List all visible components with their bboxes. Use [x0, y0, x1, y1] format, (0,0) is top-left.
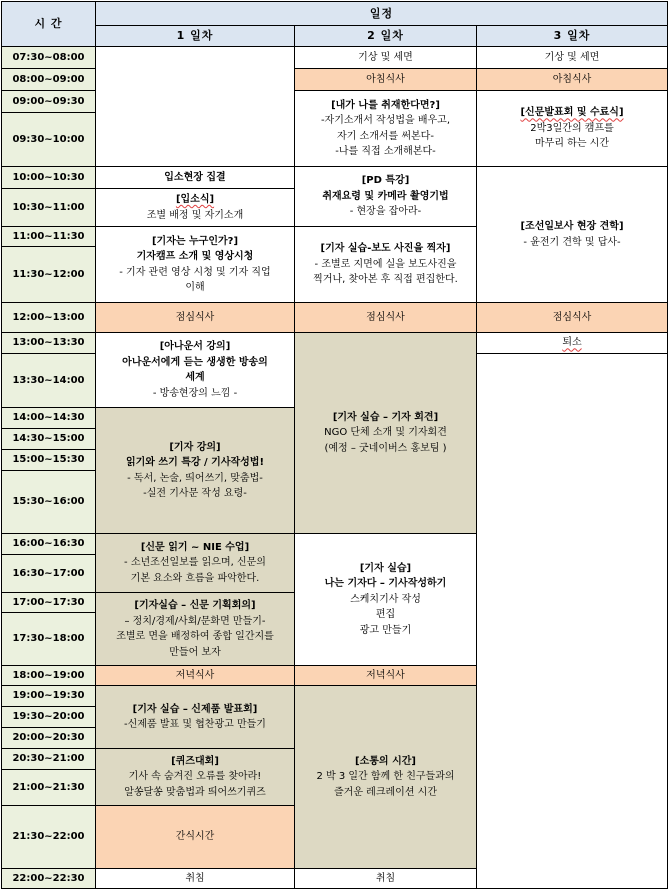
- day3-wake: 기상 및 세면: [477, 47, 668, 69]
- session-title: [조선일보사 현장 견학]: [520, 221, 624, 232]
- day3-leave: [477, 333, 668, 354]
- schedule-header: 일정: [96, 2, 668, 26]
- day2-header: 2 일차: [295, 26, 477, 47]
- time-cell: 13:30~14:00: [2, 354, 96, 408]
- day2-press-conference: [295, 333, 477, 534]
- time-cell: 18:00~19:00: [2, 666, 96, 686]
- time-cell: 08:00~09:00: [2, 69, 96, 91]
- day-header-row: [2, 26, 668, 47]
- day2-self-interview: [295, 91, 477, 167]
- session-title: 입소현장 집결: [164, 171, 226, 183]
- session-line: 아나운서에게 듣는 생생한 방송의: [122, 356, 268, 368]
- time-cell: 09:00~09:30: [2, 91, 96, 113]
- day1-sleep: 취침: [96, 869, 295, 889]
- session-title: [퀴즈대회]: [171, 755, 219, 767]
- header-row: [2, 2, 668, 26]
- day1-reporter-lecture: [96, 408, 295, 534]
- time-cell: 16:00~16:30: [2, 534, 96, 555]
- day2-breakfast: 아침식사: [295, 69, 477, 91]
- session-line: 조별 배정 및 자기소개: [146, 209, 244, 221]
- time-cell: 13:00~13:30: [2, 333, 96, 354]
- session-line: - 방송현장의 느낌 -: [152, 387, 238, 399]
- day3-visit: [477, 167, 668, 303]
- session-title: [기자 강의]: [169, 441, 221, 453]
- session-title: [아나운서 강의]: [159, 341, 231, 352]
- day2-communication: [295, 686, 477, 869]
- day1-new-product: [96, 686, 295, 749]
- day1-reporter-who: [96, 227, 295, 303]
- time-cell: 17:30~18:00: [2, 613, 96, 666]
- time-col-header: 시 간: [2, 2, 96, 47]
- time-cell: 20:00~20:30: [2, 728, 96, 749]
- session-line: - 윤전기 견학 및 답사-: [523, 236, 621, 248]
- time-cell: 11:00~11:30: [2, 227, 96, 247]
- session-line: 만들어 보자: [169, 646, 221, 658]
- day1-dinner: 저녁식사: [96, 666, 295, 686]
- day2-dinner: 저녁식사: [295, 666, 477, 686]
- day1-quiz: [96, 749, 295, 806]
- time-cell: 10:30~11:00: [2, 189, 96, 227]
- time-cell: 11:30~12:00: [2, 247, 96, 303]
- time-cell: 19:00~19:30: [2, 686, 96, 707]
- day3-breakfast: 아침식사: [477, 69, 668, 91]
- day2-photo: [295, 227, 477, 303]
- session-line: 2박3일간의 캠프를: [530, 122, 614, 134]
- time-cell: 21:00~21:30: [2, 770, 96, 806]
- session-line: 즐거운 레크레이션 시간: [334, 786, 437, 798]
- day1-header: 1 일차: [96, 26, 295, 47]
- day3-header: 3 일차: [477, 26, 668, 47]
- time-cell: 14:30~15:00: [2, 429, 96, 450]
- day1-nie: [96, 534, 295, 593]
- day1-announcer: [96, 333, 295, 408]
- session-line: - 소년조선일보를 읽으며, 신문의: [124, 557, 266, 569]
- time-cell: 22:00~22:30: [2, 869, 96, 889]
- session-line: 광고 만들기: [359, 624, 412, 636]
- table-row: [2, 333, 668, 354]
- session-line: NGO 단체 소개 및 기자회견: [324, 427, 447, 439]
- time-cell: 15:30~16:00: [2, 471, 96, 534]
- time-cell: 09:30~10:00: [2, 113, 96, 167]
- time-cell: 15:00~15:30: [2, 450, 96, 471]
- session-line: 조별로 면을 배정하여 종합 일간지를: [116, 631, 274, 642]
- table-row: [2, 303, 668, 333]
- time-cell: 21:30~22:00: [2, 806, 96, 869]
- session-title: 퇴소: [562, 337, 582, 349]
- session-title: [내가 나를 취재한다면?]: [331, 99, 440, 111]
- table-row: [2, 167, 668, 189]
- session-line: – 정치/경제/사회/문화면 만들기-: [124, 615, 266, 627]
- session-line: 2 박 3 일간 함께 한 친구들과의: [316, 771, 455, 783]
- session-line: 취재요령 및 카메라 촬영기법: [322, 190, 449, 202]
- session-line: -나를 직접 소개해본다-: [335, 146, 436, 157]
- time-cell: 10:00~10:30: [2, 167, 96, 189]
- session-title: [기자는 누구인가?]: [151, 235, 239, 247]
- day3-lunch: 점심식사: [477, 303, 668, 333]
- session-line: - 현장을 잡아라-: [349, 206, 422, 218]
- table-row: [2, 47, 668, 69]
- day3-closing: [477, 91, 668, 167]
- day2-wake: 기상 및 세면: [295, 47, 477, 69]
- day1-gathering: [96, 167, 295, 189]
- session-title: [기자 실습 – 신제품 발표회]: [132, 703, 258, 715]
- session-line: (예정 – 굿네이버스 홍보팀 ): [324, 442, 447, 454]
- session-line: -실전 기사문 작성 요령-: [143, 488, 247, 499]
- session-line: 알쏭달쏭 맞춤법과 띄어쓰기퀴즈: [124, 786, 266, 798]
- session-line: 나는 기자다 – 기사작성하기: [324, 578, 447, 590]
- day1-planning-meeting: [96, 593, 295, 666]
- session-line: - 독서, 논술, 띄어쓰기, 맞춤법-: [127, 472, 263, 484]
- day1-lunch: 점심식사: [96, 303, 295, 333]
- day2-lunch: 점심식사: [295, 303, 477, 333]
- day2-pd-lecture: [295, 167, 477, 227]
- time-cell: 20:30~21:00: [2, 749, 96, 770]
- session-line: 마무리 하는 시간: [535, 138, 609, 150]
- schedule-table: [1, 1, 668, 889]
- time-cell: 14:00~14:30: [2, 408, 96, 429]
- session-title: [신문발표회 및 수료식]: [520, 107, 624, 119]
- session-line: 스케치기사 작성: [350, 593, 421, 605]
- session-line: -자기소개서 작성법을 배우고,: [320, 115, 451, 126]
- day3-empty-afternoon: [477, 354, 668, 889]
- session-title: [소통의 시간]: [355, 755, 416, 767]
- session-line: 읽기와 쓰기 특강 / 기사작성법!: [125, 457, 265, 468]
- time-cell: 12:00~13:00: [2, 303, 96, 333]
- session-title: [기자 실습]: [359, 562, 412, 574]
- session-line: 기본 요소와 흐름을 파악한다.: [130, 572, 260, 584]
- session-line: - 기자 관련 영상 시청 및 기자 직업: [119, 266, 271, 278]
- session-line: 세계: [185, 372, 205, 383]
- day2-article: [295, 534, 477, 666]
- session-title: [기자실습 – 신문 기획회의]: [134, 600, 256, 611]
- time-cell: 16:30~17:00: [2, 555, 96, 593]
- session-line: 편집: [375, 609, 396, 621]
- day2-sleep: 취침: [295, 869, 477, 889]
- session-line: 기자캠프 소개 및 영상시청: [136, 251, 254, 262]
- time-cell: 17:00~17:30: [2, 593, 96, 613]
- session-line: 기사 속 숨겨진 오류를 찾아라!: [128, 771, 262, 783]
- day1-admission: [96, 189, 295, 227]
- session-line: -신제품 발표 및 협찬광고 만들기: [124, 719, 266, 730]
- session-title: [신문 읽기 ~ NIE 수업]: [140, 541, 250, 553]
- day1-empty-morning: [96, 47, 295, 167]
- session-line: 찍거나, 찾아본 후 직접 편집한다.: [313, 274, 458, 286]
- session-title: [기자 실습-보도 사진을 찍자]: [320, 243, 451, 255]
- day1-snack: 간식시간: [96, 806, 295, 869]
- session-line: 자기 소개서를 써본다-: [337, 130, 434, 142]
- session-line: 이해: [185, 282, 205, 293]
- session-title: [PD 특강]: [361, 175, 410, 187]
- session-line: - 조별로 지면에 실을 보도사진을: [314, 258, 457, 270]
- time-cell: 07:30~08:00: [2, 47, 96, 69]
- time-cell: 19:30~20:00: [2, 707, 96, 728]
- session-title: [입소식]: [175, 194, 215, 205]
- session-title: [기자 실습 – 기자 회견]: [332, 411, 439, 423]
